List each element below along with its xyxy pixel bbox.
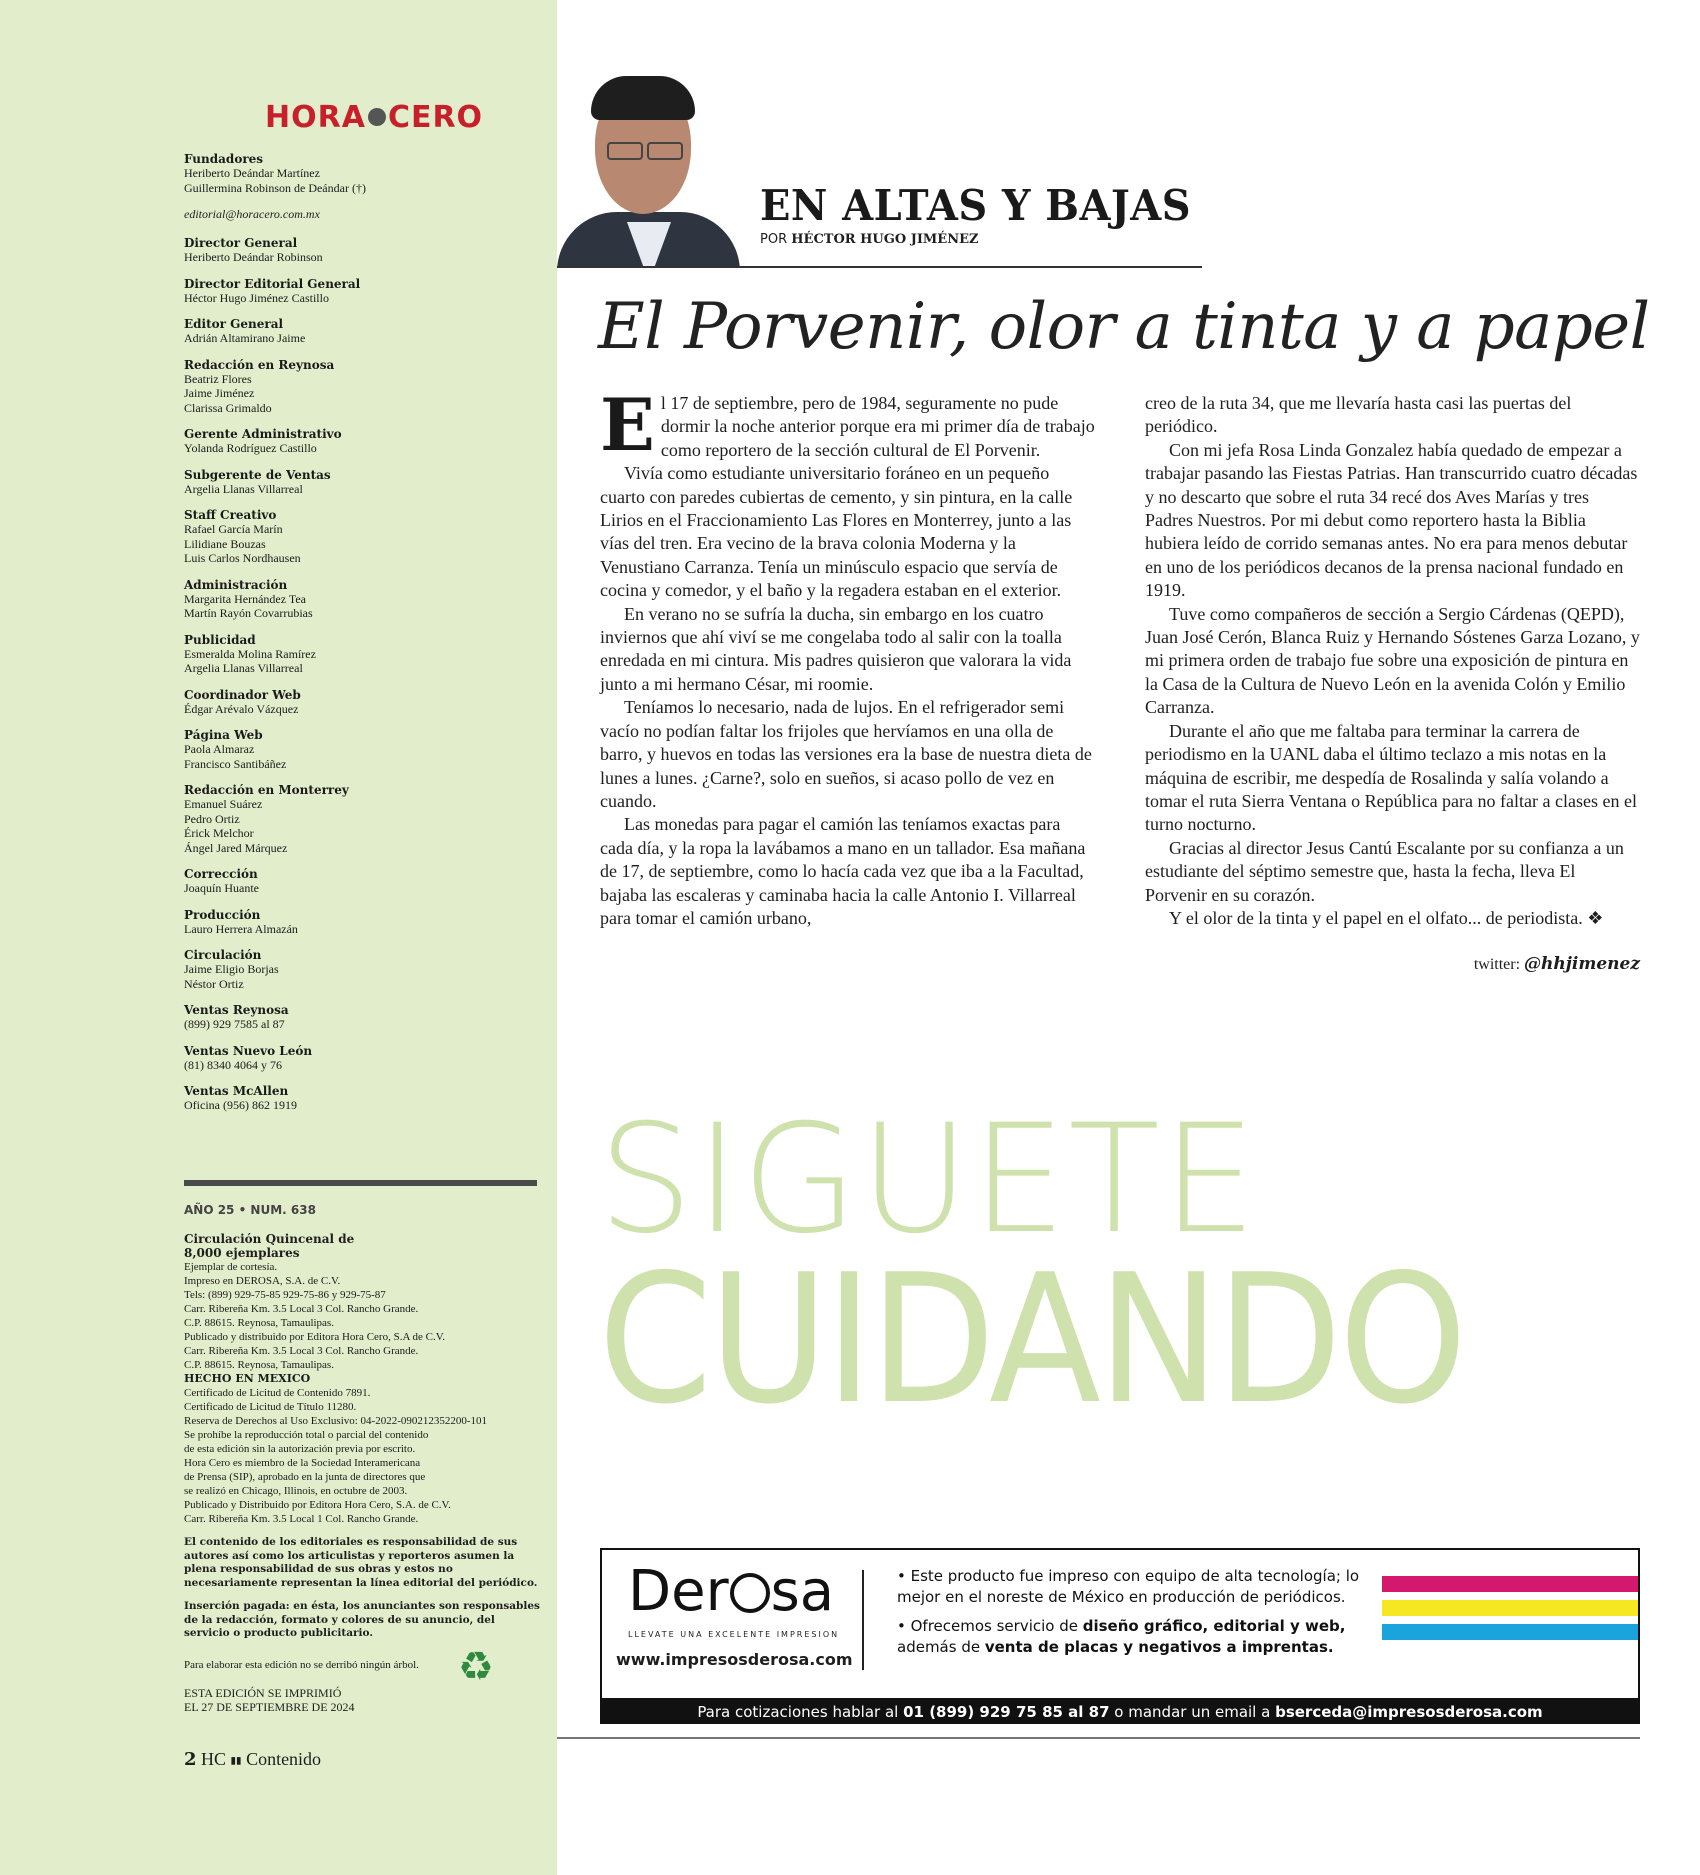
- section-name: Contenido: [246, 1749, 322, 1769]
- staff-role: Producción: [184, 907, 261, 922]
- ad-contact-bar: Para cotizaciones hablar al 01 (899) 929 75 85 al 87 o mandar un email a bserceda@impresosderosa.com: [600, 1700, 1640, 1724]
- staff-name: Érick Melchor: [184, 826, 254, 840]
- sidebar-divider: [184, 1180, 537, 1186]
- article-paragraph: En verano no se sufría la ducha, sin embargo en los cuatro inviernos que ahí viví se me congelaba todo al salir con la toalla enredada en mi cintura. Mis padres quisieron que valorara la vida junto a mi hermano César, mi roomie.: [600, 603, 1072, 694]
- horacero-logo: HORA CERO: [265, 100, 484, 135]
- editorial-disclaimer: El contenido de los editoriales es responsabilidad de sus autores así como los articulistas y reporteros asumen la plena responsabilidad de sus obras y estos no necesariamente representan la línea editorial del periódico.: [184, 1536, 538, 1589]
- issue-number: AÑO 25 • NUM. 638: [184, 1203, 316, 1217]
- fine-print-line: Impreso en DEROSA, S.A. de C.V.: [184, 1275, 341, 1287]
- legal-certificates: [184, 1386, 544, 1526]
- publication-info: [184, 1203, 544, 1714]
- staff-group: [184, 468, 544, 497]
- fine-print-line: Reserva de Derechos al Uso Exclusivo: 04-2022-090212352200-101: [184, 1415, 488, 1427]
- staff-name: Margarita Hernández Tea: [184, 591, 306, 606]
- circulation-heading: Circulación Quincenal de 8,000 ejemplares: [184, 1232, 355, 1260]
- staff-name: Heriberto Deándar Robinson: [184, 250, 323, 264]
- staff-role: Ventas McAllen: [184, 1084, 289, 1098]
- staff-name: Heriberto Deándar Martínez: [184, 166, 320, 180]
- fine-print-line: de Prensa (SIP), aprobado en la junta de directores que: [184, 1471, 426, 1483]
- recycle-icon: ♻: [458, 1643, 494, 1690]
- column-header-rule: [557, 266, 1202, 268]
- staff-role: Director Editorial General: [184, 276, 361, 291]
- staff-role: Staff Creativo: [184, 508, 277, 522]
- staff-role: Editor General: [184, 317, 284, 331]
- fine-print-line: Certificado de Licitud de Título 11280.: [184, 1401, 357, 1413]
- staff-role: Administración: [184, 577, 288, 592]
- staff-role: Página Web: [184, 728, 263, 742]
- staff-name: Lilidiane Bouzas: [184, 536, 266, 551]
- staff-name: (81) 8340 4064 y 76: [184, 1057, 282, 1072]
- article-paragraph: Y el olor de la tinta y el papel en el olfato... de periodista. ❖: [1169, 907, 1604, 928]
- staff-name: Rafael García Marín: [184, 522, 283, 536]
- derosa-logo: Der sa: [628, 1559, 835, 1624]
- ad-tagline: LLEVATE UNA EXCELENTE IMPRESION: [628, 1630, 840, 1639]
- staff-role: Corrección: [184, 867, 258, 881]
- staff-group: [184, 358, 544, 416]
- staff-group: [184, 578, 544, 621]
- staff-name: Yolanda Rodríguez Castillo: [184, 441, 317, 455]
- staff-group: [184, 948, 544, 991]
- staff-role: Coordinador Web: [184, 687, 301, 702]
- drop-cap: E: [600, 382, 655, 467]
- staff-group: [184, 317, 544, 346]
- staff-name: Beatriz Flores: [184, 371, 252, 386]
- fine-print-line: se realizó en Chicago, Illinois, en octubre de 2003.: [184, 1485, 408, 1497]
- paid-insertion-disclaimer: Inserción pagada: en ésta, los anunciantes son responsables de la redacción, formato y colores de su anuncio, del servicio o producto publicitario.: [184, 1600, 540, 1639]
- legal-fine-print: [184, 1260, 544, 1372]
- page-folio: [184, 1749, 321, 1770]
- staff-role: Redacción en Reynosa: [184, 357, 335, 372]
- fine-print-line: Publicado y Distribuido por Editora Hora Cero, S.A. de C.V.: [184, 1499, 451, 1511]
- tree-note: Para elaborar esta edición no se derribó ningún árbol.: [184, 1658, 419, 1671]
- ad-bullet-2: • Ofrecemos servicio de diseño gráfico, editorial y web, además de venta de placas y negativos a imprentas.: [897, 1617, 1346, 1656]
- column-title: EN ALTAS Y BAJAS: [760, 181, 1192, 230]
- fine-print-line: Ejemplar de cortesía.: [184, 1261, 278, 1273]
- separator-icon: ▮▮: [230, 1755, 242, 1767]
- staff-name: Pedro Ortiz: [184, 811, 240, 826]
- staff-name: Joaquín Huante: [184, 881, 259, 895]
- article-column-1: [600, 382, 1095, 930]
- fine-print-line: Se prohíbe la reproducción total o parcial del contenido: [184, 1429, 429, 1441]
- staff-name: Esmeralda Molina Ramírez: [184, 646, 316, 661]
- staff-group: [184, 633, 544, 676]
- fine-print-line: Publicado y distribuido por Editora Hora Cero, S.A de C.V.: [184, 1331, 446, 1343]
- target-icon: [730, 1573, 770, 1613]
- fine-print-line: C.P. 88615. Reynosa, Tamaulipas.: [184, 1359, 334, 1371]
- staff-name: (899) 929 7585 al 87: [184, 1017, 285, 1031]
- staff-name: Martín Rayón Covarrubias: [184, 606, 313, 620]
- article-headline: El Porvenir, olor a tinta y a papel: [598, 290, 1650, 364]
- staff-name: Jaime Eligio Borjas: [184, 962, 279, 976]
- slogan-line-2: CUIDANDO: [598, 1236, 1464, 1443]
- masthead-sidebar: [0, 0, 557, 1875]
- staff-group: [184, 908, 544, 937]
- article-paragraph: Teníamos lo necesario, nada de lujos. En el refrigerador semi vacío no podían faltar los frijoles que hervíamos en una olla de barro, y huevos en todas las versiones era la base de nuestra dieta de lunes a lunes. ¿Carne?, solo en sueños, si acaso pollo de vez en cuando.: [600, 697, 1092, 811]
- ad-bullet-1: • Este producto fue impreso con equipo de alta tecnología; lo mejor en el noreste de México en producción de periódicos.: [897, 1567, 1360, 1606]
- article-paragraph: Gracias al director Jesus Cantú Escalante por su confianza a un estudiante del séptimo semestre que, hasta la fecha, lleva El Porvenir en su corazón.: [1145, 837, 1624, 905]
- fine-print-line: de esta edición sin la autorización previa por escrito.: [184, 1443, 416, 1455]
- fine-print-line: Certificado de Licitud de Contenido 7891.: [184, 1387, 371, 1399]
- staff-role: Ventas Reynosa: [184, 1003, 289, 1017]
- twitter-handle: twitter: @hhjimenez: [1473, 954, 1640, 974]
- byline: POR HÉCTOR HUGO JIMÉNEZ: [760, 232, 979, 247]
- article-paragraph: Las monedas para pagar el camión las teníamos exactas para cada día, y la ropa la lavábamos a mano en un tallador. Esa mañana de 17, de septiembre, como lo hacía cada vez que iba a la Facultad, bajaba las escaleras y caminaba hacia la calle Antonio I. Villarreal para tomar el camión urbano,: [600, 814, 1086, 928]
- staff-group: [184, 508, 544, 566]
- ad-website: www.impresosderosa.com: [616, 1650, 853, 1669]
- staff-name: Argelia Llanas Villarreal: [184, 661, 303, 675]
- publication-abbrev: HC: [201, 1749, 227, 1769]
- staff-name: Jaime Jiménez: [184, 386, 255, 400]
- staff-role: Gerente Administrativo: [184, 427, 342, 441]
- page-number: 2: [184, 1749, 197, 1770]
- article-paragraph: El 17 de septiembre, pero de 1984, seguramente no pude dormir la noche anterior porque era mi primer día de trabajo como reportero de la sección cultural de El Porvenir.: [600, 382, 1095, 467]
- staff-role: Redacción en Monterrey: [184, 783, 349, 797]
- article-paragraph: Tuve como compañeros de sección a Sergio Cárdenas (QEPD), Juan José Cerón, Blanca Ruiz y Hernando Sóstenes Garza Lozano, y mi primera orden de trabajo fue sobre una exposición de pintura en la Casa de la Cultura de Nuevo León en la avenida Colón y Emilio Carranza.: [1145, 603, 1640, 718]
- staff-name: Luis Carlos Nordhausen: [184, 551, 301, 565]
- magenta-stripe: [1382, 1576, 1638, 1592]
- ad-bullets: [897, 1566, 1367, 1666]
- print-date: ESTA EDICIÓN SE IMPRIMIÓ EL 27 DE SEPTIEMBRE DE 2024: [184, 1685, 355, 1714]
- staff-role: Ventas Nuevo León: [184, 1043, 313, 1058]
- staff-name: Guillermina Robinson de Deándar (†): [184, 180, 366, 195]
- staff-name: Argelia Llanas Villarreal: [184, 481, 303, 496]
- staff-role: Fundadores: [184, 152, 264, 166]
- fine-print-line: C.P. 88615. Reynosa, Tamaulipas.: [184, 1317, 334, 1329]
- staff-group: [184, 427, 544, 456]
- staff-list: [184, 152, 544, 1125]
- staff-name: Ángel Jared Márquez: [184, 840, 288, 855]
- staff-group: [184, 277, 544, 306]
- fine-print-line: Carr. Ribereña Km. 3.5 Local 1 Col. Rancho Grande.: [184, 1513, 419, 1525]
- article-paragraph: Durante el año que me faltaba para terminar la carrera de periodismo en la UANL daba el último teclazo a mis notas en la máquina de escribir, me despedía de Rosalinda y salía volando a tomar el ruta Sierra Ventana o República para no faltar a clases en el turno nocturno.: [1145, 720, 1637, 835]
- staff-name: Héctor Hugo Jiménez Castillo: [184, 290, 329, 305]
- staff-group: [184, 867, 544, 896]
- staff-role: Subgerente de Ventas: [184, 467, 331, 482]
- staff-name: Oficina (956) 862 1919: [184, 1098, 297, 1112]
- derosa-advertisement: [600, 1548, 1640, 1700]
- staff-name: Lauro Herrera Almazán: [184, 921, 298, 936]
- author-name: HÉCTOR HUGO JIMÉNEZ: [791, 232, 979, 247]
- article-column-2: [1145, 392, 1640, 930]
- staff-group: [184, 1084, 544, 1113]
- made-in-mexico: HECHO EN MEXICO: [184, 1372, 311, 1385]
- editorial-email[interactable]: editorial@horacero.com.mx: [184, 207, 320, 221]
- staff-role: Director General: [184, 236, 298, 250]
- staff-name: Paola Almaraz: [184, 742, 255, 756]
- ad-email: bserceda@impresosderosa.com: [1275, 1703, 1543, 1721]
- author-photo: [557, 72, 740, 267]
- yellow-stripe: [1382, 1600, 1638, 1616]
- ad-phone: 01 (899) 929 75 85 al 87: [903, 1703, 1110, 1721]
- staff-role: Publicidad: [184, 632, 256, 647]
- staff-name: Édgar Arévalo Vázquez: [184, 701, 299, 716]
- staff-name: Clarissa Grimaldo: [184, 400, 272, 415]
- staff-name: Emanuel Suárez: [184, 797, 263, 811]
- staff-name: Néstor Ortiz: [184, 976, 244, 991]
- article-paragraph: creo de la ruta 34, que me llevaría hasta casi las puertas del periódico.: [1145, 393, 1572, 437]
- staff-group: [184, 783, 544, 855]
- fine-print-line: Tels: (899) 929-75-85 929-75-86 y 929-75-87: [184, 1289, 386, 1301]
- globe-icon: [368, 108, 386, 126]
- staff-group: [184, 1003, 544, 1032]
- staff-group: [184, 152, 544, 195]
- fine-print-line: Carr. Ribereña Km. 3.5 Local 3 Col. Rancho Grande.: [184, 1303, 419, 1315]
- cyan-stripe: [1382, 1624, 1638, 1640]
- slogan-line-1: SIGUETE: [598, 1093, 1259, 1267]
- staff-name: Adrián Altamirano Jaime: [184, 331, 306, 345]
- article-paragraph: Vivía como estudiante universitario foráneo en un pequeño cuarto con paredes cubiertas de cemento, y sin pintura, en la calle Lirios en el Fraccionamiento Las Flores en Monterrey, junto a las vías del tren. Era vecino de la brava colonia Moderna y la Venustiano Carranza. Tenía un minúsculo espacio que servía de cocina y comedor, y el baño y la regadera estaban en el exterior.: [600, 463, 1073, 601]
- article-paragraph: Con mi jefa Rosa Linda Gonzalez había quedado de empezar a trabajar pasando las Fiestas Patrias. Han transcurrido cuatro décadas y no descarto que sobre el ruta 34 recé dos Aves Marías y tres Padres Nuestros. Por mi debut como reportero hasta la Biblia hubiera leído de corrido semanas antes. No era para menos debutar en uno de los periódicos decanos de la prensa nacional fundado en 1919.: [1145, 439, 1638, 601]
- staff-group: [184, 236, 544, 265]
- staff-role: Circulación: [184, 948, 262, 962]
- staff-group: [184, 1044, 544, 1073]
- footer-rule: [557, 1737, 1640, 1739]
- staff-group: [184, 728, 544, 771]
- staff-group: [184, 688, 544, 717]
- staff-name: Francisco Santibáñez: [184, 756, 287, 771]
- fine-print-line: Hora Cero es miembro de la Sociedad Interamericana: [184, 1457, 421, 1469]
- ad-divider: [862, 1570, 864, 1670]
- fine-print-line: Carr. Ribereña Km. 3.5 Local 3 Col. Rancho Grande.: [184, 1345, 419, 1357]
